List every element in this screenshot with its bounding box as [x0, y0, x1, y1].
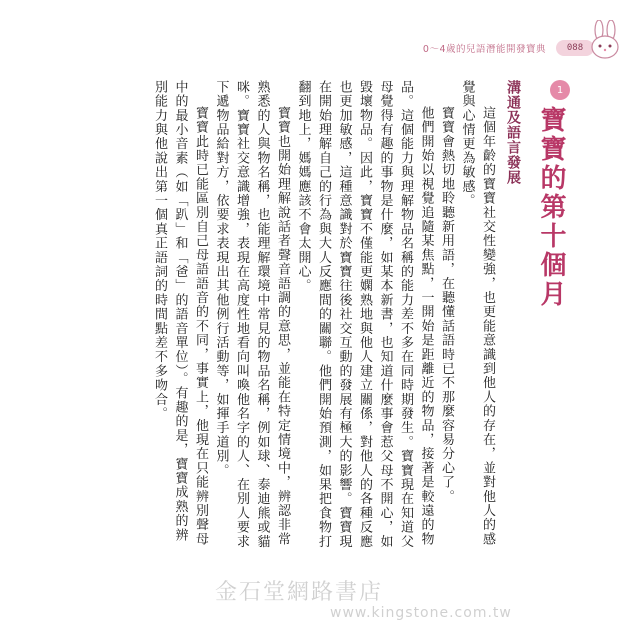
section-title: 溝通及語言發展 — [505, 80, 521, 185]
flower-badge-icon: 1 — [550, 80, 570, 100]
chapter-title: 寶寶的第十個月 — [536, 106, 566, 309]
paragraph: 寶寶會熱切地聆聽新用語，在聽懂話語時已不那麼容易分心了。 — [439, 106, 454, 504]
vertical-text-body — [149, 80, 571, 550]
running-title: 0～4歲的兒語潛能開發寶典 — [422, 44, 546, 55]
paragraph: 他們開始以視覺追隨某焦點，一開始是距離近的物品，接著是較遠的物品。這個能力與理解物品名稱的能力差不多在同時期發生。寶寶現在知道父母覺得有趣的事物是什麼，如某本新書，也知道什麼事會惹父母不開心，如毀壞物品。因此，寶寶不僅能更嫻熟地與他人建立關係，對他人的各種反應也更加敏感，這種意識對於寶寶往後社交互動的發展有極大的影響。寶寶現在開始理解自己的行為與大人反應間的關聯。他們開始預測，如果把食物打翻到地上，媽媽應該不會太開心。 — [295, 80, 434, 549]
page-number: 088 — [556, 40, 594, 56]
running-header — [423, 40, 594, 56]
paragraph: 寶寶此時已能區別自己母語語音的不同，事實上，他現在只能辨別聲母中的最小音素（如「趴」和「爸」的語音單位）。有趣的是，寶寶成熟的辨別能力與他說出第一個真正語詞的時間點差不多吻合。 — [152, 80, 208, 547]
bunny-icon — [588, 20, 622, 60]
paragraph: 這個年齡的寶寶社交性變強，也更能意識到他人的存在，並對他人的感覺與心情更為敏感。 — [459, 80, 495, 547]
paragraph: 寶寶也開始理解說話者聲音語調的意思，並能在特定情境中，辨認非常熟悉的人與物名稱，也能理解環境中常見的物品名稱，例如球、泰迪熊或貓咪。寶寶社交意識增強，表現在高度性地看向叫喚他名字的人、在別人要求下遞物品給對方，依要求表現出其他例行活動等，如揮手道別。 — [213, 80, 290, 549]
chapter-heading — [523, 80, 570, 550]
watermark-store-name: 金石堂網路書店 — [215, 580, 384, 605]
watermark-url: www.kingstone.com.tw — [330, 605, 512, 621]
